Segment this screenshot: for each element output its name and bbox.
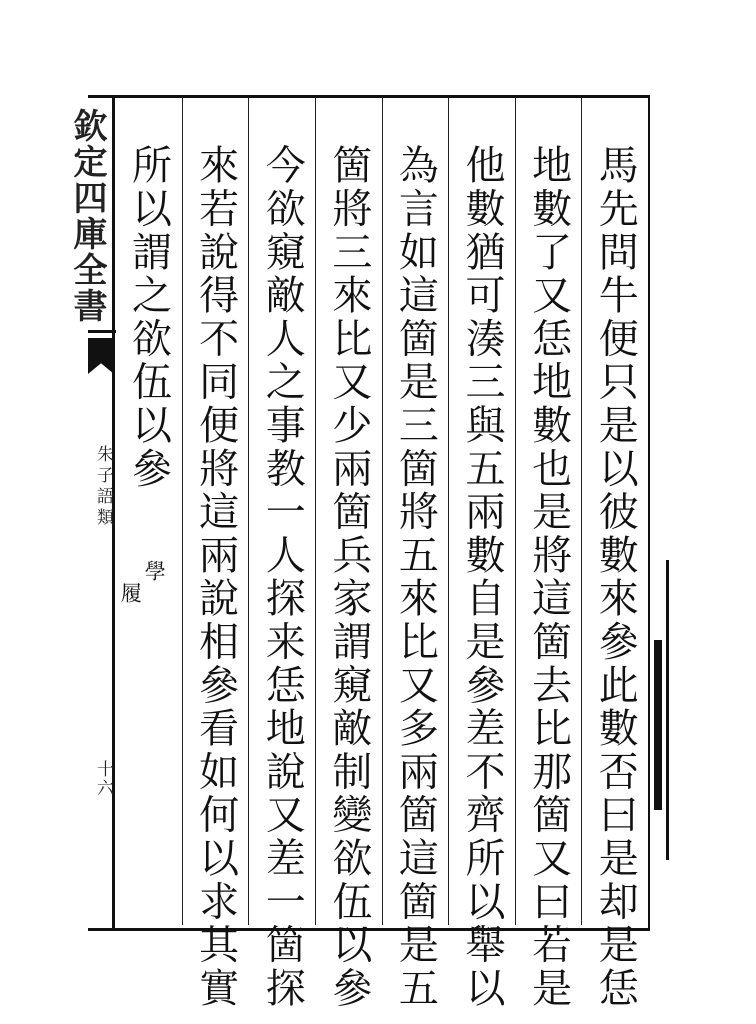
text-column-7 <box>182 98 249 1010</box>
column-text: 箇將三來比又少兩箇兵家謂窺敵制變欲伍以參 <box>325 144 372 1010</box>
text-column-6 <box>248 98 315 1010</box>
book-name: 朱子語類 <box>93 445 113 529</box>
column-text: 來若說得不同便將這兩說相參看如何以求其實 <box>192 144 239 1010</box>
column-text: 馬先問牛便只是以彼數來參此數否曰是却是恁 <box>592 144 639 1010</box>
fish-tail-rule <box>88 330 116 333</box>
edge-rule <box>666 560 669 860</box>
text-column-3 <box>448 98 515 1010</box>
text-columns <box>115 98 648 1010</box>
text-column-4 <box>382 98 449 1010</box>
text-column-8 <box>115 98 182 925</box>
text-column-5 <box>315 98 382 1010</box>
column-text: 所以謂之欲伍以參 <box>125 144 172 491</box>
margin-title: 欽定四庫全書 <box>67 108 107 324</box>
annotation-char: 學 <box>142 560 167 581</box>
annotation-char: 履 <box>118 582 143 603</box>
text-column-1 <box>581 98 648 1010</box>
text-column-2 <box>515 98 582 1010</box>
column-text: 今欲窺敵人之事教一人探来恁地說又差一箇探 <box>259 144 306 1010</box>
interlinear-annotation <box>119 560 165 603</box>
column-text: 為言如這箇是三箇將五來比又多兩箇這箇是五 <box>392 144 439 1010</box>
page-number: 十六 <box>93 760 113 798</box>
column-text: 地數了又恁地數也是將這箇去比那箇又曰若是 <box>525 144 572 1010</box>
edge-mark <box>654 640 662 810</box>
column-text: 他數猶可湊三與五兩數自是參差不齊所以舉以 <box>459 144 506 1010</box>
